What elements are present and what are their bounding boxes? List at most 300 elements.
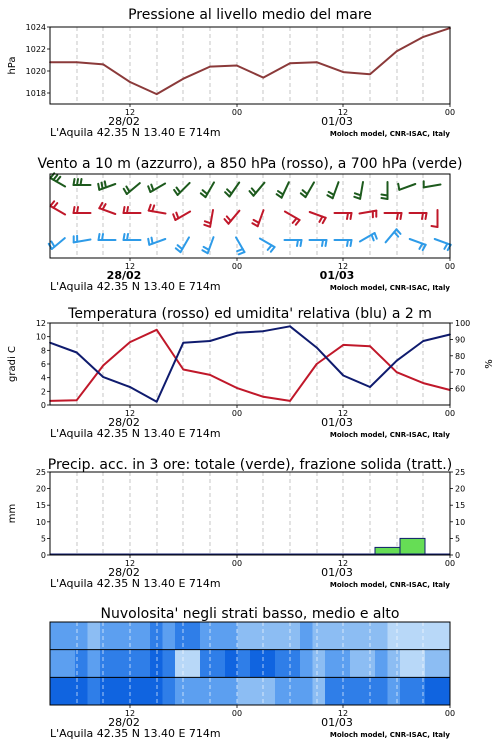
barb-flag <box>303 190 308 194</box>
barb-flag <box>227 216 231 221</box>
x-tick-label: 12 <box>124 709 136 718</box>
cloud-cell <box>338 622 351 650</box>
data-point <box>422 382 424 384</box>
data-point <box>129 81 131 83</box>
data-point <box>396 50 398 52</box>
barb-flag <box>124 234 125 240</box>
barb-flag <box>148 186 150 192</box>
data-point <box>182 342 184 344</box>
barb-flag <box>74 179 75 185</box>
barb-flag <box>53 175 57 180</box>
footer-location: L'Aquila 42.35 N 13.40 E 714m <box>50 427 221 440</box>
cloud-cell <box>100 677 113 705</box>
panel-4 <box>7 457 465 590</box>
barb-flag <box>254 220 259 223</box>
barb-shaft <box>229 211 240 224</box>
cloud-cell <box>138 650 151 678</box>
barb-shaft <box>386 229 397 242</box>
wind-barb <box>301 182 314 197</box>
footer-location: L'Aquila 42.35 N 13.40 E 714m <box>50 126 221 139</box>
wind-barb <box>435 239 451 250</box>
y-tick-label: 70 <box>455 368 466 378</box>
barb-flag <box>204 225 210 227</box>
x-tick-label: 00 <box>444 262 456 271</box>
cloud-cell <box>50 650 63 678</box>
cloud-cell <box>288 650 301 678</box>
cloud-cell <box>413 622 426 650</box>
y-tick-label: 1022 <box>25 45 46 54</box>
y-tick-label: 8 <box>40 346 46 356</box>
barb-flag <box>296 220 300 225</box>
cloud-cell <box>363 677 376 705</box>
cloud-cell <box>175 650 188 678</box>
cloud-cell <box>300 622 313 650</box>
cloud-cell <box>388 677 401 705</box>
data-point <box>262 396 264 398</box>
barb-flag <box>53 203 57 208</box>
cloud-cell <box>113 622 126 650</box>
x-tick-label: 00 <box>231 409 243 418</box>
barb-flag <box>178 245 183 249</box>
cloud-cell <box>113 677 126 705</box>
barb-flag <box>271 247 275 252</box>
humidity-line <box>50 326 450 401</box>
barb-flag <box>99 234 100 240</box>
barb-flag <box>432 226 438 227</box>
cloud-cell <box>388 650 401 678</box>
barb-flag <box>401 213 402 219</box>
x-tick-label: 12 <box>124 262 136 271</box>
pressure-line <box>50 28 450 94</box>
barb-flag <box>329 192 334 195</box>
barb-flag <box>252 188 256 193</box>
x-date-label: 28/02 <box>108 416 140 429</box>
cloud-cell <box>163 677 176 705</box>
wind-barb <box>174 183 190 195</box>
x-date-label: 01/03 <box>321 566 353 579</box>
wind-barb <box>382 182 388 199</box>
barb-flag <box>382 195 388 196</box>
data-point <box>422 36 424 38</box>
data-point <box>396 360 398 362</box>
wind-barb <box>277 182 289 197</box>
wind-barb <box>49 238 65 249</box>
data-point <box>369 345 371 347</box>
footer-credit: Moloch model, CNR-ISAC, Italy <box>329 581 450 589</box>
wind-barb <box>176 237 189 252</box>
cloud-cell <box>313 622 326 650</box>
cloud-cell <box>188 650 201 678</box>
x-date-label: 01/03 <box>319 269 355 282</box>
barb-flag <box>148 239 149 245</box>
cloud-cell <box>250 622 263 650</box>
x-tick-label: 12 <box>337 559 349 568</box>
x-date-label: 28/02 <box>108 115 140 128</box>
y-tick-label: 12 <box>35 319 46 328</box>
y-tick-label: 5 <box>455 534 461 544</box>
barb-flag <box>176 213 178 219</box>
wind-barb <box>250 183 265 196</box>
cloud-cell <box>150 650 163 678</box>
cloud-cell <box>188 622 201 650</box>
cloud-cell <box>275 677 288 705</box>
y-tick-label: 90 <box>455 335 466 345</box>
cloud-cell <box>163 622 176 650</box>
barb-flag <box>152 238 153 244</box>
cloud-cell <box>213 650 226 678</box>
y-tick-label: 10 <box>455 517 466 527</box>
footer-credit: Moloch model, CNR-ISAC, Italy <box>329 284 450 292</box>
cloud-cell <box>425 650 438 678</box>
wind-barb <box>386 229 401 242</box>
x-tick-label: 12 <box>337 108 349 117</box>
cloud-cell <box>63 622 76 650</box>
cloud-cell <box>138 622 151 650</box>
y-tick-label: 100 <box>455 319 471 328</box>
data-point <box>236 65 238 67</box>
barb-shaft <box>399 184 415 190</box>
x-date-label: 28/02 <box>108 716 140 729</box>
cloud-cell <box>138 677 151 705</box>
barb-flag <box>99 203 102 208</box>
data-point <box>289 62 291 64</box>
barb-flag <box>347 240 348 246</box>
cloud-cell <box>213 677 226 705</box>
barb-flag <box>372 235 374 241</box>
cloud-cell <box>325 622 338 650</box>
x-tick-label: 12 <box>124 559 136 568</box>
cloud-cell <box>425 622 438 650</box>
cloud-cell <box>350 677 363 705</box>
y-tick-label: 1024 <box>25 23 46 32</box>
barb-flag <box>250 191 254 196</box>
x-tick-label: 00 <box>444 108 456 117</box>
barb-flag <box>426 213 427 219</box>
cloud-cell <box>300 677 313 705</box>
barb-flag <box>152 205 154 211</box>
data-point <box>209 374 211 376</box>
plot-frame <box>50 27 450 104</box>
barb-flag <box>419 244 422 249</box>
y-tick-label: 0 <box>40 551 46 560</box>
x-tick-label: 00 <box>444 559 456 568</box>
panel-2 <box>37 156 462 293</box>
cloud-cell <box>63 650 76 678</box>
cloud-cell <box>338 650 351 678</box>
data-point <box>156 401 158 403</box>
y-tick-label: 10 <box>35 517 46 527</box>
wind-barb <box>385 213 402 219</box>
x-tick-label: 00 <box>231 709 243 718</box>
x-tick-label: 12 <box>337 709 349 718</box>
barb-flag <box>205 221 211 223</box>
cloud-cell <box>100 650 113 678</box>
barb-flag <box>203 190 208 194</box>
x-date-label: 01/03 <box>321 716 353 729</box>
wind-barb <box>432 210 438 227</box>
y-axis-label: mm <box>7 503 18 524</box>
x-tick-label: 12 <box>337 262 349 271</box>
cloud-cell <box>200 622 213 650</box>
barb-flag <box>127 207 128 213</box>
cloud-cell <box>225 677 238 705</box>
wind-barb <box>74 207 91 213</box>
cloud-cell <box>375 650 388 678</box>
cloud-cell <box>88 622 101 650</box>
wind-barb <box>310 212 326 223</box>
data-point <box>102 376 104 378</box>
barb-flag <box>105 181 106 187</box>
x-tick-label: 12 <box>124 409 136 418</box>
panel-title: Pressione al livello medio del mare <box>128 7 372 23</box>
x-tick-label: 00 <box>444 409 456 418</box>
cloud-cell <box>163 650 176 678</box>
data-point <box>156 329 158 331</box>
barb-flag <box>278 191 283 194</box>
cloud-cell <box>50 622 63 650</box>
data-point <box>76 399 78 401</box>
x-tick-label: 00 <box>231 262 243 271</box>
data-point <box>236 387 238 389</box>
cloud-cell <box>263 677 276 705</box>
cloud-cell <box>438 622 451 650</box>
footer-location: L'Aquila 42.35 N 13.40 E 714m <box>50 577 221 590</box>
cloud-cell <box>425 677 438 705</box>
footer-credit: Moloch model, CNR-ISAC, Italy <box>329 130 450 138</box>
barb-flag <box>102 183 103 189</box>
barb-flag <box>394 232 398 237</box>
y-axis-label: hPa <box>7 56 18 75</box>
wind-barb <box>410 213 427 219</box>
barb-flag <box>351 213 352 219</box>
barb-flag <box>277 194 282 198</box>
cloud-cell <box>250 650 263 678</box>
cloud-cell <box>188 677 201 705</box>
cloud-cell <box>438 650 451 678</box>
x-date-label: 28/02 <box>108 566 140 579</box>
barb-flag <box>293 218 297 223</box>
cloud-cell <box>400 622 413 650</box>
cloud-cell <box>238 677 251 705</box>
y-tick-label: 20 <box>35 484 46 494</box>
wind-barb <box>173 212 190 221</box>
cloud-cell <box>388 622 401 650</box>
cloud-cell <box>400 677 413 705</box>
barb-flag <box>126 187 129 192</box>
footer-credit: Moloch model, CNR-ISAC, Italy <box>329 431 450 439</box>
x-tick-label: 12 <box>337 409 349 418</box>
barb-flag <box>323 218 326 223</box>
barb-flag <box>98 184 99 190</box>
y-tick-label: 60 <box>455 384 466 394</box>
barb-flag <box>327 195 332 198</box>
wind-barb <box>285 212 300 225</box>
barb-flag <box>77 179 78 185</box>
y-tick-label: 0 <box>40 401 46 410</box>
cloud-cell <box>200 650 213 678</box>
wind-barb <box>124 207 141 213</box>
data-point <box>129 386 131 388</box>
cloud-cell <box>263 622 276 650</box>
cloud-cell <box>325 650 338 678</box>
x-date-label: 28/02 <box>106 269 142 282</box>
panel-title: Vento a 10 m (azzurro), a 850 hPa (rosso), a 700 hPa (verde) <box>37 156 463 172</box>
x-tick-label: 00 <box>444 709 456 718</box>
data-point <box>182 369 184 371</box>
cloud-cell <box>275 622 288 650</box>
cloud-cell <box>288 677 301 705</box>
barb-flag <box>351 240 352 246</box>
y-tick-label: 20 <box>455 484 466 494</box>
wind-barb <box>327 182 338 198</box>
data-point <box>316 61 318 63</box>
panel-1 <box>7 7 455 139</box>
cloud-cell <box>100 622 113 650</box>
barb-flag <box>444 244 447 249</box>
cloud-cell <box>88 677 101 705</box>
cloud-cell <box>263 650 276 678</box>
barb-flag <box>56 177 60 182</box>
cloud-cell <box>275 650 288 678</box>
x-tick-label: 12 <box>124 108 136 117</box>
cloud-cell <box>313 650 326 678</box>
cloud-cell <box>175 677 188 705</box>
data-point <box>76 61 78 63</box>
barb-flag <box>326 240 327 246</box>
data-point <box>396 371 398 373</box>
x-tick-label: 00 <box>231 108 243 117</box>
barb-flag <box>237 249 243 251</box>
x-date-label: 01/03 <box>321 115 353 128</box>
data-point <box>209 66 211 68</box>
barb-flag <box>127 234 128 240</box>
data-point <box>129 341 131 343</box>
wind-barb <box>260 239 275 252</box>
cloud-cell <box>125 677 138 705</box>
barb-flag <box>51 242 54 247</box>
panel-3 <box>7 306 495 440</box>
data-point <box>342 71 344 73</box>
y-tick-label: 80 <box>455 351 466 361</box>
x-tick-label: 00 <box>231 559 243 568</box>
cloud-cell <box>325 677 338 705</box>
barb-flag <box>202 250 207 253</box>
y-tick-label: 5 <box>40 534 46 544</box>
cloud-cell <box>88 650 101 678</box>
barb-flag <box>347 213 348 219</box>
data-point <box>369 386 371 388</box>
cloud-cell <box>338 677 351 705</box>
data-point <box>102 365 104 367</box>
barb-flag <box>151 185 153 191</box>
x-date-label: 01/03 <box>321 416 353 429</box>
barb-flag <box>322 240 323 246</box>
panel-title: Nuvolosita' negli strati basso, medio e alto <box>100 606 400 622</box>
barb-flag <box>398 184 399 190</box>
data-point <box>209 340 211 342</box>
cloud-cell <box>175 622 188 650</box>
barb-flag <box>297 240 298 246</box>
data-point <box>316 363 318 365</box>
barb-flag <box>227 189 231 193</box>
wind-barb <box>99 203 115 214</box>
wind-barb <box>124 183 140 194</box>
barb-flag <box>301 240 302 246</box>
data-point <box>102 64 104 66</box>
wind-barb <box>74 236 91 243</box>
barb-flag <box>81 179 82 185</box>
cloud-cell <box>225 650 238 678</box>
y-axis-label: % <box>484 359 495 369</box>
cloud-cell <box>300 650 313 678</box>
panel-5 <box>50 606 455 740</box>
barb-flag <box>239 252 245 254</box>
cloud-cell <box>113 650 126 678</box>
barb-flag <box>252 223 257 226</box>
barb-flag <box>319 217 322 222</box>
cloud-cell <box>375 622 388 650</box>
cloud-cell <box>363 622 376 650</box>
cloud-cell <box>213 622 226 650</box>
temperature-line <box>50 330 450 401</box>
cloud-cell <box>150 677 163 705</box>
cloud-cell <box>200 677 213 705</box>
barb-flag <box>124 189 127 194</box>
barb-flag <box>355 193 361 195</box>
barb-flag <box>225 192 229 196</box>
y-tick-label: 15 <box>35 501 46 511</box>
data-point <box>236 332 238 334</box>
y-tick-label: 0 <box>455 551 461 560</box>
cloud-cell <box>313 677 326 705</box>
precip-bar <box>400 538 425 555</box>
y-tick-label: 10 <box>35 332 46 342</box>
data-point <box>76 352 78 354</box>
y-tick-label: 1020 <box>25 67 46 76</box>
barb-flag <box>50 201 54 206</box>
cloud-cell <box>363 650 376 678</box>
cloud-cell <box>225 622 238 650</box>
y-tick-label: 2 <box>40 387 46 397</box>
barb-flag <box>174 190 178 195</box>
wind-barb <box>50 173 65 186</box>
wind-barb <box>124 234 141 240</box>
data-point <box>289 400 291 402</box>
barb-flag <box>225 219 229 224</box>
data-point <box>262 330 264 332</box>
wind-barb <box>50 201 65 214</box>
wind-barb <box>99 234 116 240</box>
y-tick-label: 25 <box>35 468 46 477</box>
panel-title: Temperatura (rosso) ed umidita' relativa (blu) a 2 m <box>68 306 432 322</box>
data-point <box>342 375 344 377</box>
wind-barb <box>360 211 377 218</box>
y-tick-label: 6 <box>40 360 46 369</box>
barb-shaft <box>424 185 441 188</box>
cloud-cell <box>400 650 413 678</box>
cloud-cell <box>350 650 363 678</box>
wind-barb <box>310 240 327 246</box>
cloud-cell <box>238 650 251 678</box>
cloud-cell <box>375 677 388 705</box>
wind-barb <box>360 233 377 242</box>
cloud-cell <box>150 622 163 650</box>
barb-flag <box>397 213 398 219</box>
data-point <box>342 344 344 346</box>
wind-barb <box>201 182 214 197</box>
y-tick-label: 1018 <box>25 89 46 98</box>
data-point <box>289 325 291 327</box>
